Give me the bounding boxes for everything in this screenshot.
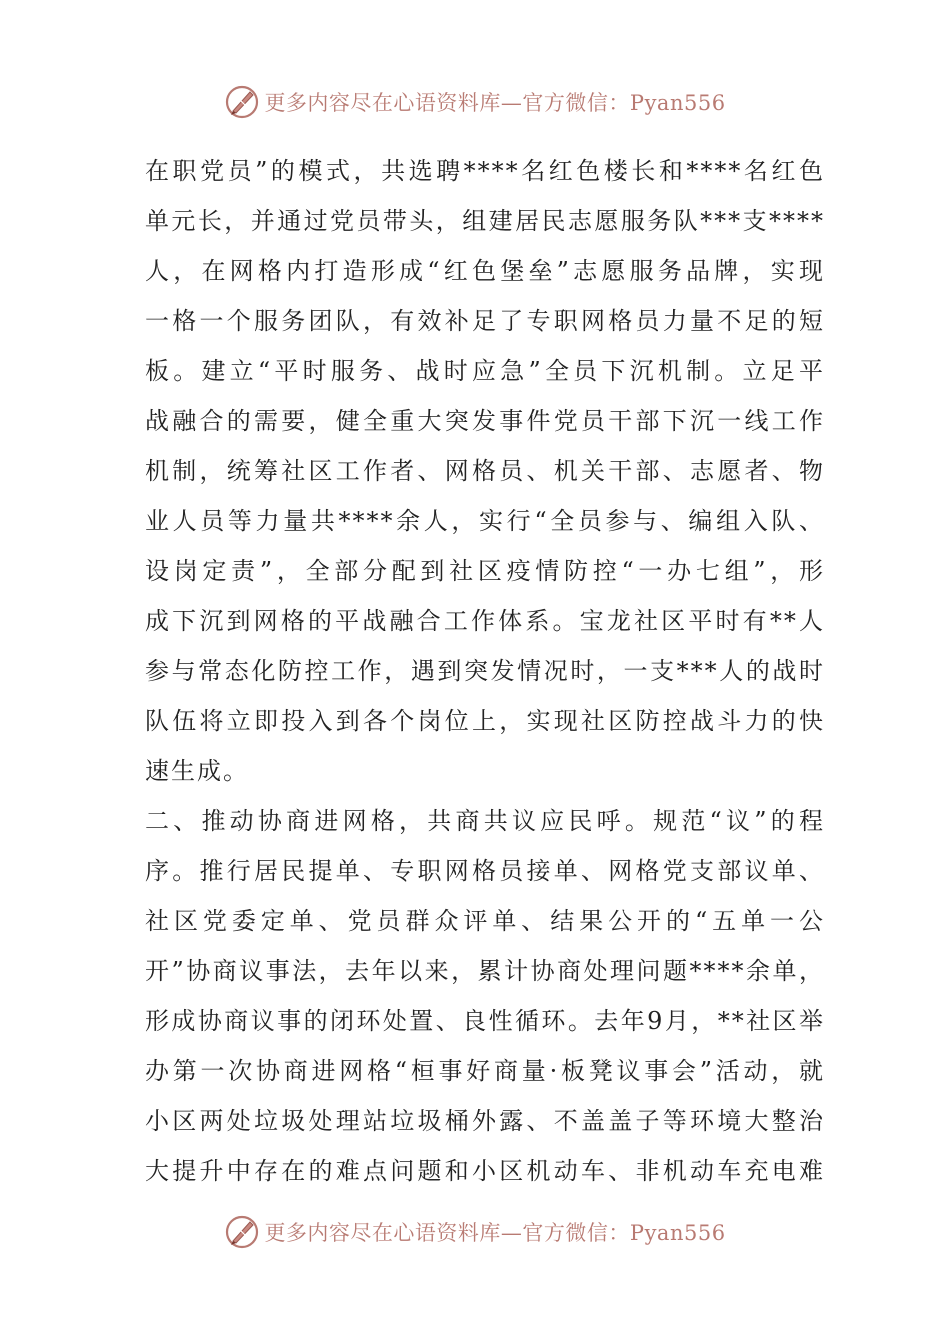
footer-watermark	[0, 1210, 950, 1254]
text-line: 业人员等力量共****余人，实行“全员参与、编组入队、	[145, 507, 825, 535]
text-line: 成下沉到网格的平战融合工作体系。宝龙社区平时有**人	[145, 607, 825, 635]
text-line: 序。推行居民提单、专职网格员接单、网格党支部议单、	[145, 857, 825, 885]
text-line: 板。建立“平时服务、战时应急”全员下沉机制。立足平	[145, 357, 825, 385]
watermark-text: 更多内容尽在心语资料库—官方微信：Pyan556	[264, 91, 726, 115]
text-line: 参与常态化防控工作，遇到突发情况时，一支***人的战时	[145, 657, 825, 685]
text-line: 在职党员”的模式，共选聘****名红色楼长和****名红色	[145, 157, 825, 185]
text-line: 开”协商议事法，去年以来，累计协商处理问题****余单，	[145, 957, 825, 985]
text-line: 一格一个服务团队，有效补足了专职网格员力量不足的短	[145, 307, 825, 335]
text-line: 办第一次协商进网格“桓事好商量·板凳议事会”活动，就	[145, 1057, 825, 1085]
section-heading-line: 二、推动协商进网格，共商共议应民呼。规范“议”的程	[145, 807, 825, 835]
text-line: 社区党委定单、党员群众评单、结果公开的“五单一公	[145, 907, 825, 935]
text-line: 队伍将立即投入到各个岗位上，实现社区防控战斗力的快	[145, 707, 825, 735]
pen-circle-logo-icon	[224, 84, 260, 120]
text-line: 设岗定责”，全部分配到社区疫情防控“一办七组”，形	[145, 557, 825, 585]
pen-circle-logo-icon	[224, 1214, 260, 1250]
text-line: 人，在网格内打造形成“红色堡垒”志愿服务品牌，实现	[145, 257, 825, 285]
text-line: 速生成。	[145, 757, 249, 785]
document-body	[145, 146, 825, 1196]
text-line: 战融合的需要，健全重大突发事件党员干部下沉一线工作	[145, 407, 825, 435]
text-line: 小区两处垃圾处理站垃圾桶外露、不盖盖子等环境大整治	[145, 1107, 825, 1135]
text-line: 机制，统筹社区工作者、网格员、机关干部、志愿者、物	[145, 457, 825, 485]
text-line: 大提升中存在的难点问题和小区机动车、非机动车充电难	[145, 1157, 825, 1185]
header-watermark	[0, 80, 950, 124]
text-line: 形成协商议事的闭环处置、良性循环。去年9月，**社区举	[145, 1007, 825, 1035]
watermark-text: 更多内容尽在心语资料库—官方微信：Pyan556	[264, 1221, 726, 1245]
text-line: 单元长，并通过党员带头，组建居民志愿服务队***支****	[145, 207, 825, 235]
